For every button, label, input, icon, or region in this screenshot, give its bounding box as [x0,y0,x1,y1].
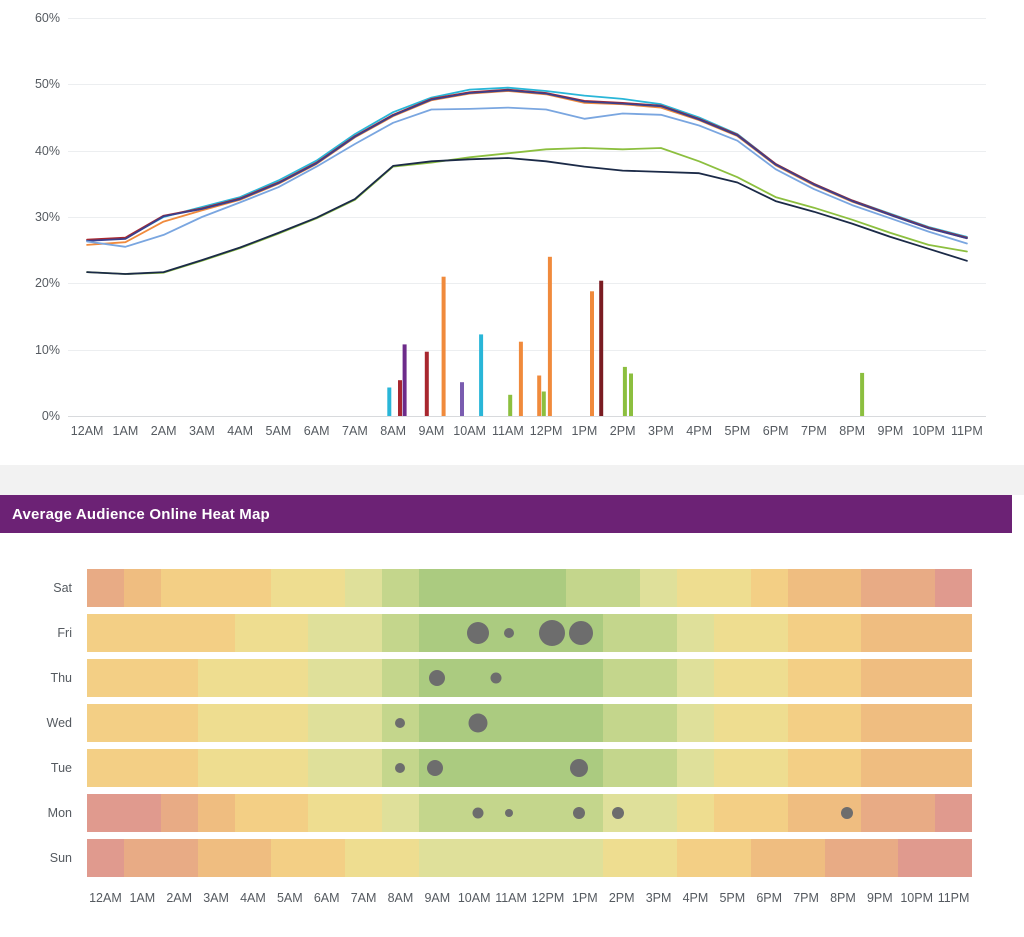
heatmap-cell[interactable] [935,659,972,697]
heatmap-cell[interactable] [861,569,898,607]
heatmap-cell[interactable] [198,659,235,697]
heatmap-cell[interactable] [640,839,677,877]
heatmap-cell[interactable] [345,704,382,742]
event-bar [537,376,541,417]
heatmap-cell[interactable] [788,614,825,652]
event-bar [548,257,552,416]
heatmap-cell[interactable] [345,794,382,832]
heatmap-cell[interactable] [640,614,677,652]
x-axis-tick-label: 6AM [303,424,330,438]
heatmap-cell[interactable] [198,704,235,742]
heatmap-grid [87,569,972,889]
heatmap-event-marker[interactable] [395,763,405,773]
heatmap-cell[interactable] [456,839,493,877]
heatmap-cell[interactable] [751,659,788,697]
heatmap-hour-label: 10AM [457,891,491,905]
x-axis-tick-label: 2AM [150,424,177,438]
heatmap-cell[interactable] [898,704,935,742]
x-axis-tick-label: 11PM [951,424,983,438]
heatmap-hour-label: 11AM [495,891,527,905]
heatmap-cell[interactable] [308,749,345,787]
heatmap-cell[interactable] [382,614,419,652]
heatmap-cell[interactable] [898,749,935,787]
heatmap-event-marker[interactable] [427,760,443,776]
event-bar [629,374,633,417]
heatmap-cell[interactable] [751,704,788,742]
x-axis-tick-label: 4AM [227,424,253,438]
heatmap-cell[interactable] [161,839,198,877]
heatmap-event-marker[interactable] [841,807,853,819]
event-bar [508,395,512,416]
heatmap-cell[interactable] [935,794,972,832]
heatmap-cell[interactable] [714,749,751,787]
heatmap-cell[interactable] [677,794,714,832]
heatmap-hour-label: 12PM [531,891,565,905]
heatmap-hour-label: 6PM [756,891,783,905]
heatmap-cell[interactable] [382,569,419,607]
heatmap-cell[interactable] [161,569,198,607]
heatmap-cell[interactable] [825,704,862,742]
event-bar [623,367,627,416]
heatmap-cell[interactable] [861,749,898,787]
heatmap-cell[interactable] [788,794,825,832]
heatmap-cell[interactable] [751,749,788,787]
x-axis-tick-label: 2PM [609,424,636,438]
heatmap-cell[interactable] [161,614,198,652]
heatmap-cell[interactable] [382,839,419,877]
line-series [87,108,967,247]
y-axis-tick-label: 20% [34,276,60,291]
heatmap-hour-label: 6AM [313,891,340,905]
x-axis-tick-label: 11AM [492,424,524,438]
heatmap-cell[interactable] [308,569,345,607]
x-axis-tick-label: 6PM [762,424,789,438]
heatmap-hour-label: 11PM [937,891,970,905]
heatmap-cell[interactable] [861,659,898,697]
heatmap-cell[interactable] [271,659,308,697]
heatmap-row [87,659,972,697]
heatmap-cell[interactable] [308,839,345,877]
x-axis-tick-label: 7AM [342,424,368,438]
line-series [87,158,967,274]
heatmap-cell[interactable] [677,659,714,697]
heatmap-cell[interactable] [530,794,567,832]
heatmap-cell[interactable] [788,704,825,742]
heatmap-cell[interactable] [271,749,308,787]
heatmap-event-marker[interactable] [468,714,487,733]
heatmap-cell[interactable] [714,704,751,742]
heatmap-cell[interactable] [566,839,603,877]
heatmap-cell[interactable] [714,614,751,652]
heatmap-cell[interactable] [271,794,308,832]
heatmap-hour-label: 8AM [387,891,414,905]
heatmap-cell[interactable] [161,704,198,742]
event-bar [479,334,483,416]
heatmap-hour-label: 9AM [424,891,451,905]
line-series [87,91,967,245]
heatmap-cell[interactable] [345,569,382,607]
heatmap-cell[interactable] [566,704,603,742]
heatmap-cell[interactable] [87,749,124,787]
heatmap-cell[interactable] [87,704,124,742]
heatmap-cell[interactable] [861,839,898,877]
heatmap-hour-label: 4PM [682,891,709,905]
heatmap-cell[interactable] [124,704,161,742]
heatmap-cell[interactable] [751,614,788,652]
heatmap-cell[interactable] [87,614,124,652]
heatmap-row [87,704,972,742]
heatmap-cell[interactable] [530,749,567,787]
heatmap-cell[interactable] [788,749,825,787]
heatmap-cell[interactable] [566,569,603,607]
x-axis-tick-label: 3PM [648,424,674,438]
heatmap-cell[interactable] [419,569,456,607]
heatmap-cell[interactable] [124,614,161,652]
heatmap-cell[interactable] [271,839,308,877]
heatmap-cell[interactable] [603,614,640,652]
heatmap-event-marker[interactable] [569,621,593,645]
heatmap-cell[interactable] [271,614,308,652]
y-gridline [68,416,986,417]
heatmap-cell[interactable] [640,704,677,742]
heatmap-cell[interactable] [825,569,862,607]
heatmap-hour-label: 7AM [350,891,377,905]
heatmap-cell[interactable] [87,839,124,877]
event-bar [460,382,464,416]
y-axis-tick-label: 50% [34,77,60,92]
heatmap-cell[interactable] [456,569,493,607]
heatmap-hour-label: 5PM [719,891,746,905]
heatmap-cell[interactable] [124,839,161,877]
heatmap-cell[interactable] [456,749,493,787]
heatmap-event-marker[interactable] [570,759,588,777]
heatmap-cell[interactable] [493,569,530,607]
heatmap-cell[interactable] [677,704,714,742]
x-axis-tick-label: 5PM [724,424,751,438]
heatmap-cell[interactable] [861,794,898,832]
heatmap-cell[interactable] [124,659,161,697]
line-and-bar-plot-area [68,18,986,416]
x-axis-tick-label: 8PM [839,424,865,438]
x-axis-tick-label: 3AM [189,424,215,438]
y-axis-tick-label: 40% [34,143,60,158]
heatmap-row [87,749,972,787]
heatmap-cell[interactable] [530,569,567,607]
heatmap-cell[interactable] [530,659,567,697]
heatmap-cell[interactable] [640,569,677,607]
event-bar [442,277,446,416]
heatmap-hour-label: 8PM [830,891,856,905]
heatmap-cell[interactable] [308,659,345,697]
heatmap-cell[interactable] [677,749,714,787]
heatmap-cell[interactable] [935,839,972,877]
heatmap-hour-label: 10PM [900,891,934,905]
heatmap-cell[interactable] [345,659,382,697]
x-axis-tick-label: 10AM [453,424,486,438]
x-axis-tick-label: 4PM [686,424,712,438]
heatmap-cell[interactable] [419,614,456,652]
event-bar [425,352,429,416]
heatmap-cell[interactable] [124,794,161,832]
event-bar [542,392,546,417]
event-bar [519,342,523,416]
heatmap-cell[interactable] [714,659,751,697]
heatmap-hour-label: 3PM [645,891,672,905]
heatmap-cell[interactable] [345,749,382,787]
y-axis-tick-label: 60% [34,11,60,25]
heatmap-cell[interactable] [898,569,935,607]
heatmap-cell[interactable] [493,704,530,742]
event-bar [860,373,864,416]
heatmap-cell[interactable] [87,794,124,832]
x-axis-tick-label: 1AM [112,424,139,438]
heatmap-cell[interactable] [235,659,272,697]
heatmap-cell[interactable] [493,839,530,877]
heatmap-hour-label: 12AM [89,891,122,905]
heatmap-cell[interactable] [235,569,272,607]
heatmap-cell[interactable] [198,794,235,832]
heatmap-cell[interactable] [898,794,935,832]
heatmap-cell[interactable] [751,839,788,877]
heatmap-cell[interactable] [419,704,456,742]
heatmap-hour-label: 3AM [203,891,229,905]
heatmap-cell[interactable] [345,614,382,652]
heatmap-day-label: Tue [50,761,72,775]
heatmap-cell[interactable] [235,704,272,742]
event-bar [387,388,391,417]
heatmap-cell[interactable] [825,659,862,697]
heatmap-cell[interactable] [382,659,419,697]
x-axis-tick-label: 7PM [801,424,827,438]
heatmap-cell[interactable] [898,839,935,877]
event-bar [590,291,594,416]
heatmap-cell[interactable] [271,704,308,742]
heatmap-row [87,614,972,652]
heatmap-event-marker[interactable] [429,670,445,686]
heatmap-cell[interactable] [198,614,235,652]
heatmap-cell[interactable] [714,569,751,607]
heatmap-cell[interactable] [308,794,345,832]
section-divider [0,465,1024,495]
heatmap-cell[interactable] [640,794,677,832]
heatmap-cell[interactable] [603,839,640,877]
heatmap-hour-label: 2PM [608,891,635,905]
heatmap-cell[interactable] [235,614,272,652]
heatmap-event-marker[interactable] [395,718,405,728]
x-axis-tick-label: 10PM [912,424,945,438]
heatmap-event-marker[interactable] [504,628,514,638]
heatmap-cell[interactable] [825,614,862,652]
heatmap-event-marker[interactable] [505,809,513,817]
heatmap-cell[interactable] [677,569,714,607]
heatmap-event-marker[interactable] [491,673,502,684]
heatmap-cell[interactable] [788,569,825,607]
heatmap-cell[interactable] [751,794,788,832]
heatmap-title: Average Audience Online Heat Map [12,505,270,523]
line-series [87,90,967,240]
event-bar [599,281,603,416]
heatmap-cell[interactable] [198,839,235,877]
heatmap-cell[interactable] [788,659,825,697]
heatmap-cell[interactable] [87,659,124,697]
heatmap-cell[interactable] [677,839,714,877]
heatmap-cell[interactable] [87,569,124,607]
heatmap-cell[interactable] [825,839,862,877]
heatmap-cell[interactable] [124,569,161,607]
heatmap-cell[interactable] [603,569,640,607]
heatmap-cell[interactable] [603,659,640,697]
heatmap-cell[interactable] [308,704,345,742]
event-bar [398,380,402,416]
heatmap-cell[interactable] [419,839,456,877]
heatmap-cell[interactable] [861,614,898,652]
heatmap-day-label: Sun [49,851,72,865]
x-axis-tick-label: 12PM [529,424,563,438]
heatmap-cell[interactable] [456,659,493,697]
heatmap-cell[interactable] [640,749,677,787]
heatmap-hour-label: 2AM [166,891,193,905]
x-axis-tick-label: 9PM [877,424,904,438]
heatmap-day-label: Fri [57,626,72,640]
heatmap-cell[interactable] [935,614,972,652]
heatmap-day-label: Thu [50,671,72,685]
heatmap-hour-label: 9PM [866,891,893,905]
heatmap-day-label: Mon [47,806,72,820]
heatmap-cell[interactable] [640,659,677,697]
heatmap-cell[interactable] [714,839,751,877]
heatmap-cell[interactable] [603,749,640,787]
heatmap-cell[interactable] [382,794,419,832]
heatmap-cell[interactable] [751,569,788,607]
x-axis-tick-label: 5AM [265,424,292,438]
heatmap-cell[interactable] [714,794,751,832]
heatmap-header-bar [0,495,1012,533]
heatmap-cell[interactable] [493,749,530,787]
y-axis-tick-label: 30% [34,210,60,224]
heatmap-cell[interactable] [235,839,272,877]
heatmap-cell[interactable] [861,704,898,742]
heatmap-cell[interactable] [198,569,235,607]
heatmap-cell[interactable] [935,704,972,742]
heatmap-cell[interactable] [566,659,603,697]
heatmap-cell[interactable] [825,749,862,787]
y-axis-tick-label: 10% [34,342,60,357]
heatmap-cell[interactable] [530,704,567,742]
heatmap-cell[interactable] [530,839,567,877]
heatmap-cell[interactable] [419,794,456,832]
heatmap-day-label: Wed [46,716,72,730]
x-axis-tick-label: 8AM [380,424,406,438]
heatmap-cell[interactable] [308,614,345,652]
audience-online-heatmap [0,533,1024,937]
x-axis-tick-label: 12AM [70,424,104,438]
x-axis-tick-label: 9AM [418,424,445,438]
heatmap-cell[interactable] [898,659,935,697]
heatmap-cell[interactable] [603,704,640,742]
heatmap-hour-label: 1AM [129,891,156,905]
heatmap-cell[interactable] [124,749,161,787]
audience-online-line-chart [0,0,1024,465]
heatmap-row [87,569,972,607]
x-axis-tick-label: 1PM [571,424,598,438]
heatmap-cell[interactable] [677,614,714,652]
heatmap-cell[interactable] [235,794,272,832]
heatmap-event-marker[interactable] [472,808,483,819]
heatmap-event-marker[interactable] [573,807,585,819]
y-axis-tick-label: 0% [41,409,60,423]
heatmap-cell[interactable] [271,569,308,607]
heatmap-hour-label: 7PM [793,891,819,905]
heatmap-event-marker[interactable] [612,807,624,819]
heatmap-row [87,839,972,877]
heatmap-cell[interactable] [161,794,198,832]
heatmap-cell[interactable] [161,659,198,697]
event-bar [403,344,407,416]
heatmap-cell[interactable] [161,749,198,787]
heatmap-cell[interactable] [935,749,972,787]
heatmap-cell[interactable] [898,614,935,652]
heatmap-cell[interactable] [345,839,382,877]
heatmap-row [87,794,972,832]
heatmap-hour-label: 1PM [571,891,598,905]
heatmap-hour-label: 5AM [276,891,303,905]
heatmap-event-marker[interactable] [539,620,565,646]
heatmap-cell[interactable] [235,749,272,787]
heatmap-day-label: Sat [53,581,72,595]
heatmap-cell[interactable] [788,839,825,877]
heatmap-cell[interactable] [198,749,235,787]
heatmap-event-marker[interactable] [467,622,489,644]
heatmap-hour-label: 4AM [240,891,266,905]
heatmap-cell[interactable] [935,569,972,607]
